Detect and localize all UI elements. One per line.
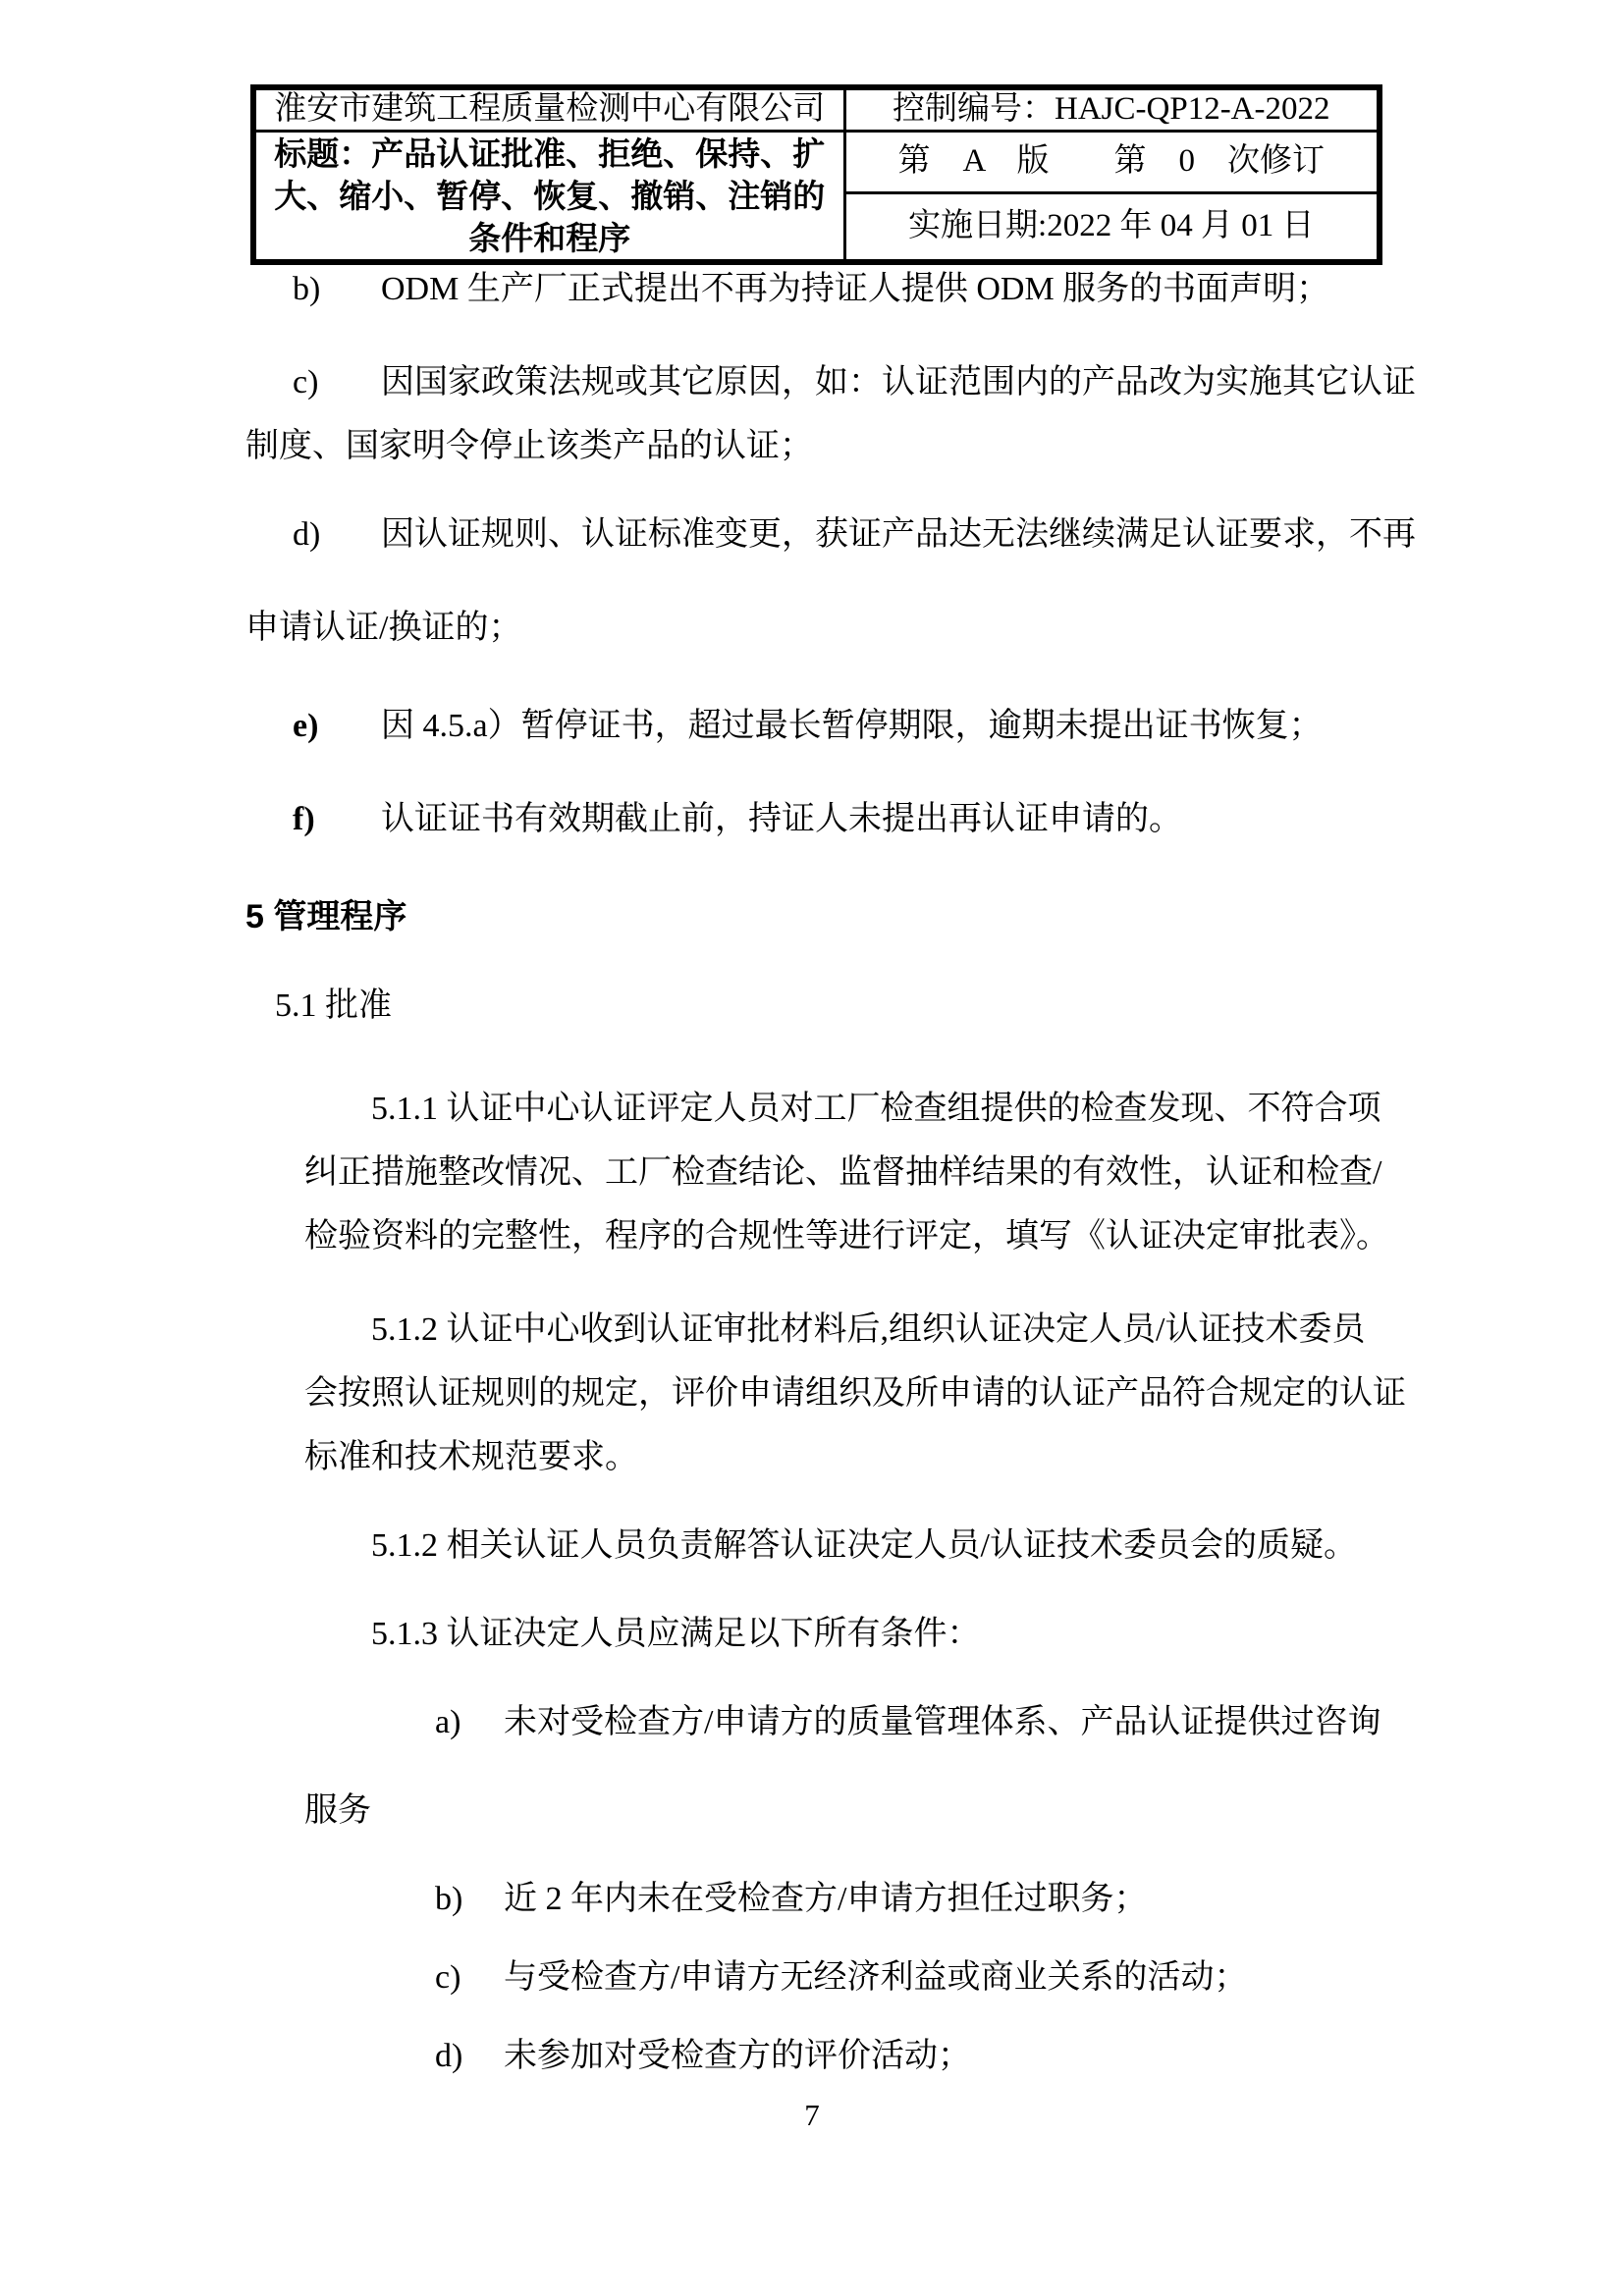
clause-5-1-2b-line: 5.1.2 相关认证人员负责解答认证决定人员/认证技术委员会的质疑。 [371, 1527, 1357, 1564]
list-item-text: 因认证规则、认证标准变更，获证产品达无法继续满足认证要求，不再 [381, 516, 1416, 553]
list-item-e [293, 694, 1443, 758]
paragraph-line: 服务 [304, 1792, 371, 1829]
sub-list-item-b [435, 1867, 1443, 1931]
document-body [245, 257, 1443, 2088]
list-marker: d) [293, 516, 321, 553]
list-item-text: 因国家政策法规或其它原因，如：认证范围内的产品改为实施其它认证 [381, 364, 1416, 400]
clause-5-1-1-line: 检验资料的完整性，程序的合规性等进行评定，填写《认证决定审批表》。 [304, 1218, 1389, 1255]
clause-5-1-3-line: 5.1.3 认证决定人员应满足以下所有条件： [371, 1616, 981, 1652]
document-title-line: 条件和程序 [468, 220, 631, 256]
company-name: 淮安市建筑工程质量检测中心有限公司 [274, 91, 826, 128]
implementation-date-cell [844, 193, 1380, 262]
section-heading-5-1: 5.1 批准 [275, 988, 392, 1024]
clause-5-1-2-line: 5.1.2 认证中心收到认证审批材料后,组织认证决定人员/认证技术委员 [371, 1311, 1366, 1348]
clause-5-1-1-line: 纠正措施整改情况、工厂检查结论、监督抽样结果的有效性，认证和检查/ [304, 1154, 1382, 1191]
list-item-text: 未参加对受检查方的评价活动； [504, 2038, 971, 2074]
clause-5-1-1-line: 5.1.1 认证中心认证评定人员对工厂检查组提供的检查发现、不符合项 [371, 1091, 1381, 1127]
document-title-cell [253, 132, 844, 263]
list-item-text: 与受检查方/申请方无经济利益或商业关系的活动； [504, 1959, 1248, 1996]
list-marker: c) [293, 364, 319, 400]
paragraph-line: 制度、国家明令停止该类产品的认证； [245, 428, 813, 464]
sub-list-item-a [435, 1690, 1443, 1754]
control-number-cell [844, 87, 1380, 132]
company-name-cell [253, 87, 844, 132]
list-item-text: 认证证书有效期截止前，持证人未提出再认证申请的。 [381, 801, 1182, 837]
header-row-title-version [253, 132, 1380, 193]
version-cell [844, 132, 1380, 193]
list-item-d [293, 503, 1443, 566]
sub-list-item-c [435, 1946, 1443, 2009]
list-marker: f) [293, 801, 315, 837]
list-marker: a) [435, 1704, 461, 1740]
version-info: 第 A 版 第 0 次修订 [897, 143, 1325, 180]
document-header-table [250, 84, 1382, 265]
list-marker: d) [435, 2038, 463, 2074]
list-item-text: 因 4.5.a）暂停证书，超过最长暂停期限，逾期未提出证书恢复； [381, 708, 1323, 744]
section-heading-5: 5 管理程序 [245, 898, 407, 935]
list-item-text: 近 2 年内未在受检查方/申请方担任过职务； [504, 1881, 1148, 1917]
list-item-text: ODM 生产厂正式提出不再为持证人提供 ODM 服务的书面声明； [381, 271, 1330, 307]
list-marker: c) [435, 1959, 461, 1996]
document-title-line: 标题：产品认证批准、拒绝、保持、扩 [274, 135, 826, 172]
control-number: 控制编号：HAJC-QP12-A-2022 [893, 91, 1330, 128]
sub-list-item-d [435, 2024, 1443, 2088]
list-marker: b) [293, 271, 321, 307]
list-item-f [293, 787, 1443, 851]
page-number: 7 [804, 2098, 820, 2132]
list-item-text: 未对受检查方/申请方的质量管理体系、产品认证提供过咨询 [504, 1704, 1381, 1740]
document-title-line: 大、缩小、暂停、恢复、撤销、注销的 [274, 178, 826, 214]
clause-5-1-2-line: 会按照认证规则的规定，评价申请组织及所申请的认证产品符合规定的认证 [304, 1375, 1406, 1412]
list-item-c [293, 350, 1443, 414]
list-marker: e) [293, 708, 319, 744]
header-row-company [253, 87, 1380, 132]
list-item-b [293, 257, 1443, 321]
paragraph-line: 申请认证/换证的； [245, 610, 522, 646]
list-marker: b) [435, 1881, 463, 1917]
implementation-date: 实施日期:2022 年 04 月 01 日 [908, 208, 1315, 244]
clause-5-1-2-line: 标准和技术规范要求。 [304, 1439, 638, 1475]
